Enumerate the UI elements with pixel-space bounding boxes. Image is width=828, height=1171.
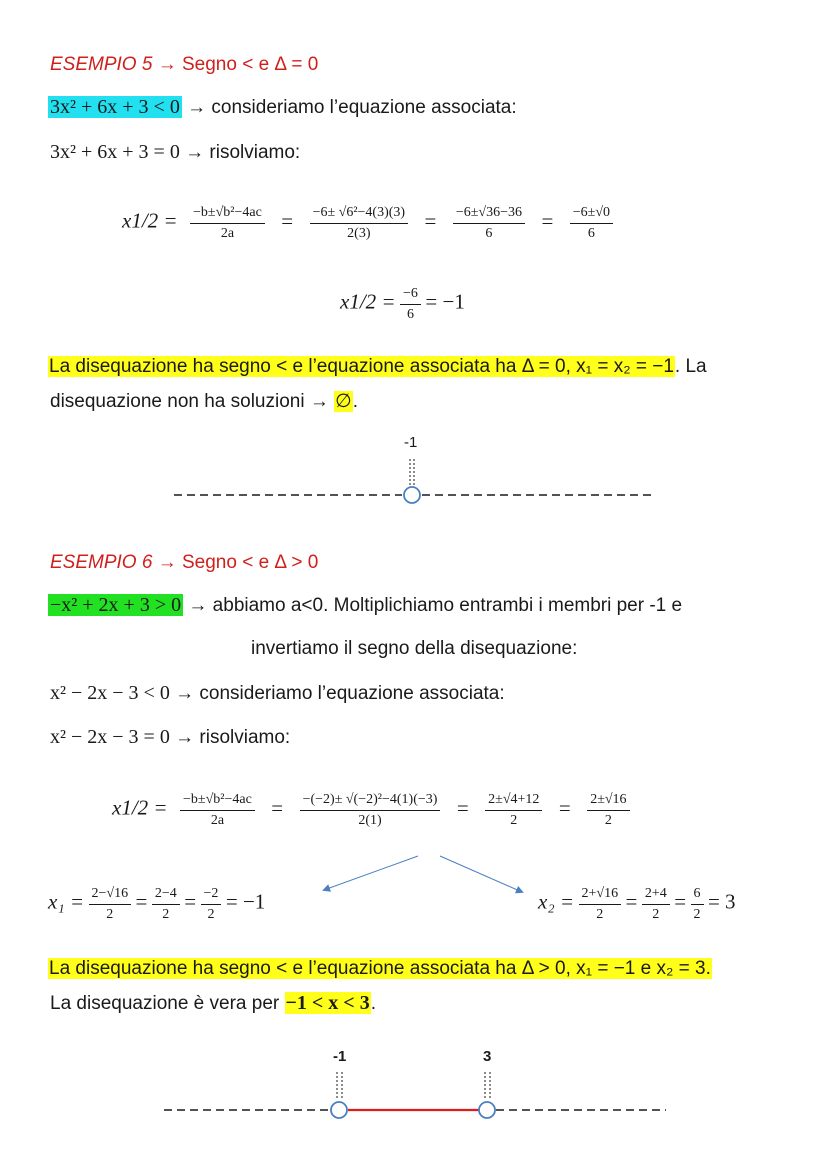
example5-inequality-line: 3x² + 6x + 3 < 0 → consideriamo l’equazione associata:: [50, 96, 517, 118]
example5-inequality: 3x² + 6x + 3 < 0: [50, 96, 180, 118]
example6-conclusion-line2: La disequazione è vera per −1 < x < 3.: [50, 992, 376, 1014]
example6-inequality: −x² + 2x + 3 > 0: [50, 594, 182, 616]
arrow-to-x2: [440, 856, 522, 892]
example5-conclusion-line2: disequazione non ha soluzioni → ∅.: [50, 391, 358, 412]
empty-set-symbol: ∅: [335, 391, 352, 412]
axis-label-minus1: -1: [333, 1048, 347, 1065]
example5-title: ESEMPIO 5 → Segno < e Δ = 0: [50, 54, 319, 75]
example6-conclusion-line1: La disequazione ha segno < e l’equazione associata ha Δ > 0, x₁ = −1 e x₂ = 3.: [49, 958, 711, 979]
x1-solution: x₁ = $\frac{2-√16}{2}$ = $\frac{2-4}{2}$ = $\frac{-2}{2}$ = −1: [48, 886, 266, 922]
quadratic-formula: $\frac{\text{−b±√b²−4ac}}{2a}$: [190, 205, 265, 242]
open-point-minus1: [331, 1102, 347, 1118]
x2-solution: x₂ = $\frac{2+√16}{2}$ = $\frac{2+4}{2}$ = $\frac{6}{2}$ = 3: [538, 886, 736, 922]
final-formula: $\frac{-6\pm√0}{6}$: [570, 205, 613, 242]
example5-result: x1/2 = $\frac{-6}{6}$ = −1: [340, 286, 465, 322]
branch-arrows: [310, 850, 540, 900]
example6-title: ESEMPIO 6 → Segno < e Δ > 0: [50, 552, 319, 573]
example6-inequality2-line: x² − 2x − 3 < 0 → consideriamo l’equazione associata:: [50, 682, 505, 704]
open-point-minus1: [404, 487, 420, 503]
open-point-3: [479, 1102, 495, 1118]
example5-conclusion-line1: La disequazione ha segno < e l’equazione associata ha Δ = 0, x₁ = x₂ = −1. La: [49, 356, 707, 377]
example5-number-line: [170, 455, 660, 510]
example5-formula-row: x1/2 = $\frac{\text{−b±√b²−4ac}}{2a}$ = $\frac{\text{−6± √6²−4(3)(3)}}{2(3)}$ = $\frac{-6\pm√36-36}{6}$ = $\frac{-6\pm√0}{6}$: [122, 205, 613, 242]
arrow-to-x1: [324, 856, 418, 890]
solution-interval: −1 < x < 3: [285, 992, 370, 1014]
example5-equation: 3x² + 6x + 3 = 0: [50, 141, 180, 163]
computed-formula: $\frac{-6\pm√36-36}{6}$: [453, 205, 525, 242]
example6-inequality-line: −x² + 2x + 3 > 0 → abbiamo a<0. Moltiplichiamo entrambi i membri per -1 e: [50, 594, 683, 616]
x12-label: x1/2 =: [122, 208, 178, 233]
axis-label-3: 3: [483, 1048, 492, 1065]
substituted-formula: $\frac{\text{−6± √6²−4(3)(3)}}{2(3)}$: [310, 205, 409, 242]
example5-axis-label: -1: [404, 434, 418, 451]
example6-formula-row: x1/2 = $\frac{\text{−b±√b²−4ac}}{2a}$ = $\frac{\text{−(−2)± √(−2)²−4(1)(−3)}}{2(1)}$ = $\frac{2\pm√4+12}{2}$ = $\frac{2\pm√16}{2}$: [112, 792, 630, 829]
example6-number-line: [160, 1068, 670, 1124]
example5-equation-line: 3x² + 6x + 3 = 0 → risolviamo:: [50, 141, 301, 163]
example6-inequality-line2: invertiamo il segno della disequazione:: [251, 638, 578, 659]
example6-equation-line: x² − 2x − 3 = 0 → risolviamo:: [50, 726, 291, 748]
